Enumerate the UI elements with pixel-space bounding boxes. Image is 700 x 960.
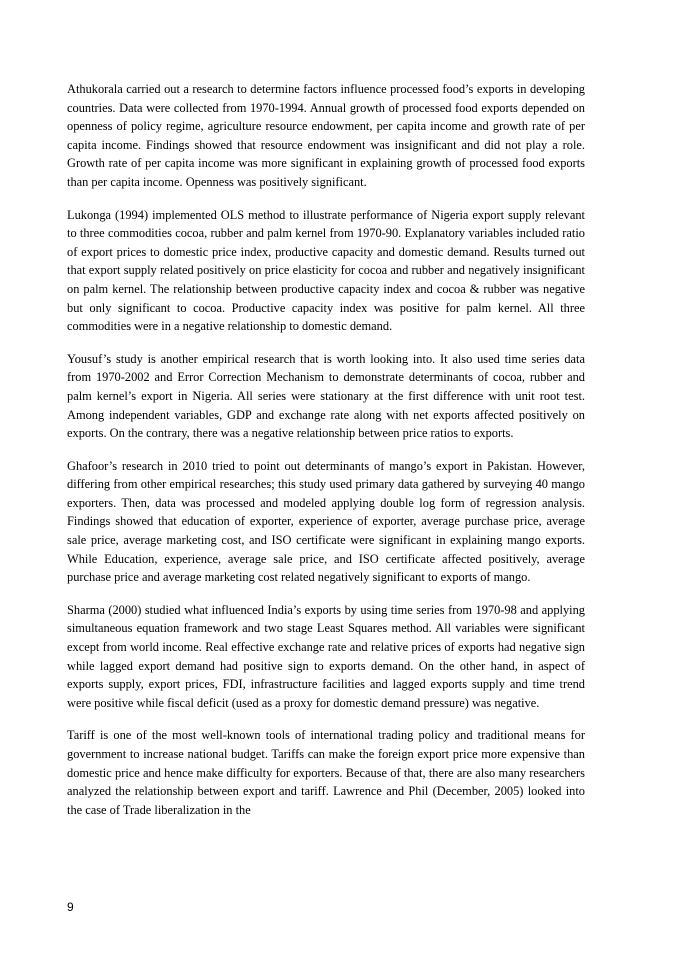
paragraph-tariff: Tariff is one of the most well-known tools of international trading policy and traditional means for government to increase national budget. Tariffs can make the foreign export price more expensive than domestic price and hence make difficulty for exporters. Because of that, there are also many researchers analyzed the relationship between export and tariff. Lawrence and Phil (December, 2005) looked into the case of Trade liberalization in the	[67, 728, 585, 817]
paragraph-yousuf: Yousuf’s study is another empirical research that is worth looking into. It also used time series data from 1970-2002 and Error Correction Mechanism to demonstrate determinants of cocoa, rubber and palm kernel’s export in Nigeria. All series were stationary at the first difference with unit root test. Among independent variables, GDP and exchange rate along with net exports affected positively on exports. On the contrary, there was a negative relationship between price ratios to exports.	[67, 351, 585, 441]
paragraph-athukorala: Athukorala carried out a research to determine factors influence processed food’s exports in developing countries. Data were collected from 1970-1994. Annual growth of processed food exports depended on openness of policy regime, agriculture resource endowment, per capita income and growth rate of per capita income. Findings showed that resource endowment was insignificant and did not play a role. Growth rate of per capita income was more significant in explaining growth of processed food exports than per capita income. Openness was positively significant.	[67, 82, 585, 189]
paragraph-ghafoor: Ghafoor’s research in 2010 tried to point out determinants of mango’s export in Pakistan. However, differing from other empirical researches; this study used primary data gathered by surveying 40 mango exporters. Then, data was processed and modeled applying double log form of regression analysis. Findings showed that education of exporter, experience of exporter, average purchase price, average sale price, average marketing cost, and ISO certificate were significant in explaining mango exports. While Education, experience, average sale price, and ISO certificate affected positively, average purchase price and average marketing cost related negatively significant to exports of mango.	[67, 458, 585, 585]
body-text	[67, 80, 585, 833]
paragraph-sharma: Sharma (2000) studied what influenced India’s exports by using time series from 1970-98 and applying simultaneous equation framework and two stage Least Squares method. All variables were significant except from world income. Real effective exchange rate and relative prices of exports had negative sign while lagged export demand had positive sign to exports demand. On the other hand, in aspect of exports supply, export prices, FDI, infrastructure facilities and lagged exports supply and time trend were positive while fiscal deficit (used as a proxy for domestic demand pressure) was negative.	[67, 602, 585, 710]
paragraph-lukonga: Lukonga (1994) implemented OLS method to illustrate performance of Nigeria export supply relevant to three commodities cocoa, rubber and palm kernel from 1970-90. Explanatory variables included ratio of export prices to domestic price index, productive capacity and domestic demand. Results turned out that export supply related positively on price elasticity for cocoa and rubber and negatively insignificant on palm kernel. The relationship between productive capacity index and cocoa & rubber was negative but only significant to cocoa. Productive capacity index was positive for palm kernel. All three commodities were in a negative relationship to domestic demand.	[67, 207, 585, 334]
page-number: 9	[67, 900, 74, 914]
